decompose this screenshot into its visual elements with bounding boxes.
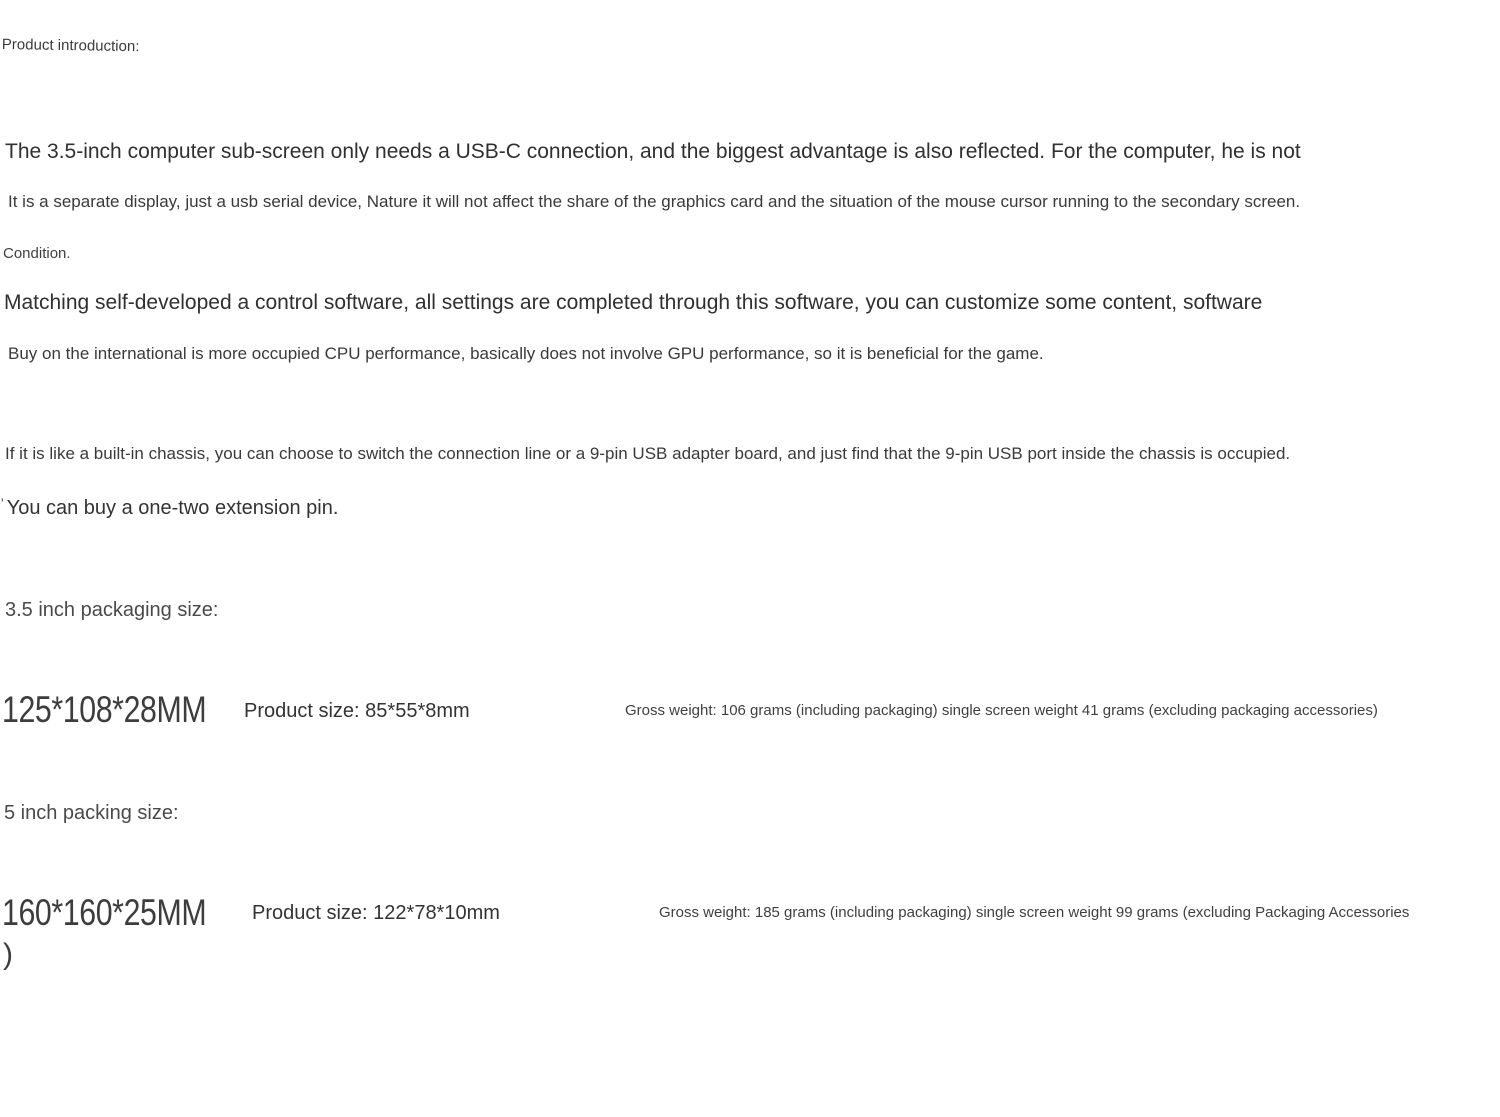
product-size-3-5-inch: Product size: 85*55*8mm (244, 700, 470, 722)
product-size-5-inch: Product size: 122*78*10mm (252, 902, 500, 924)
paragraph-chassis-adapter: If it is like a built-in chassis, you can choose to switch the connection line or a 9-pin USB adapter board, and just find that the 9-pin USB port inside the chassis is occupied. (5, 444, 1291, 463)
paragraph-usbc-connection: The 3.5-inch computer sub-screen only needs a USB-C connection, and the biggest advantage is also reflected. For the computer, he is not (5, 140, 1301, 163)
gross-weight-5-inch-continuation: ) (3, 938, 13, 971)
heading-3-5-inch-packaging-size: 3.5 inch packaging size: (5, 599, 219, 621)
paragraph-extension-pin-text: You can buy a one-two extension pin. (6, 497, 339, 519)
product-introduction-heading: Product introduction: (1, 36, 140, 56)
heading-5-inch-packing-size: 5 inch packing size: (4, 802, 179, 824)
paragraph-extension-pin (1, 495, 338, 521)
paragraph-cpu-performance: Buy on the international is more occupied CPU performance, basically does not involve GPU performance, so it is beneficial for the game. (8, 344, 1044, 363)
box-size-5-inch: 160*160*25MM (2, 892, 207, 933)
gross-weight-3-5-inch: Gross weight: 106 grams (including packaging) single screen weight 41 grams (excluding packaging accessories) (625, 702, 1378, 719)
gross-weight-5-inch: Gross weight: 185 grams (including packaging) single screen weight 99 grams (excluding Packaging Accessories (659, 904, 1410, 921)
box-size-3-5-inch: 125*108*28MM (2, 689, 207, 730)
paragraph-condition: Condition. (3, 245, 71, 262)
stray-tick-mark: ' (1, 495, 4, 511)
paragraph-separate-display: It is a separate display, just a usb serial device, Nature it will not affect the share of the graphics card and the situation of the mouse cursor running to the secondary screen. (8, 192, 1301, 211)
paragraph-control-software: Matching self-developed a control software, all settings are completed through this software, you can customize some content, software (4, 291, 1263, 314)
